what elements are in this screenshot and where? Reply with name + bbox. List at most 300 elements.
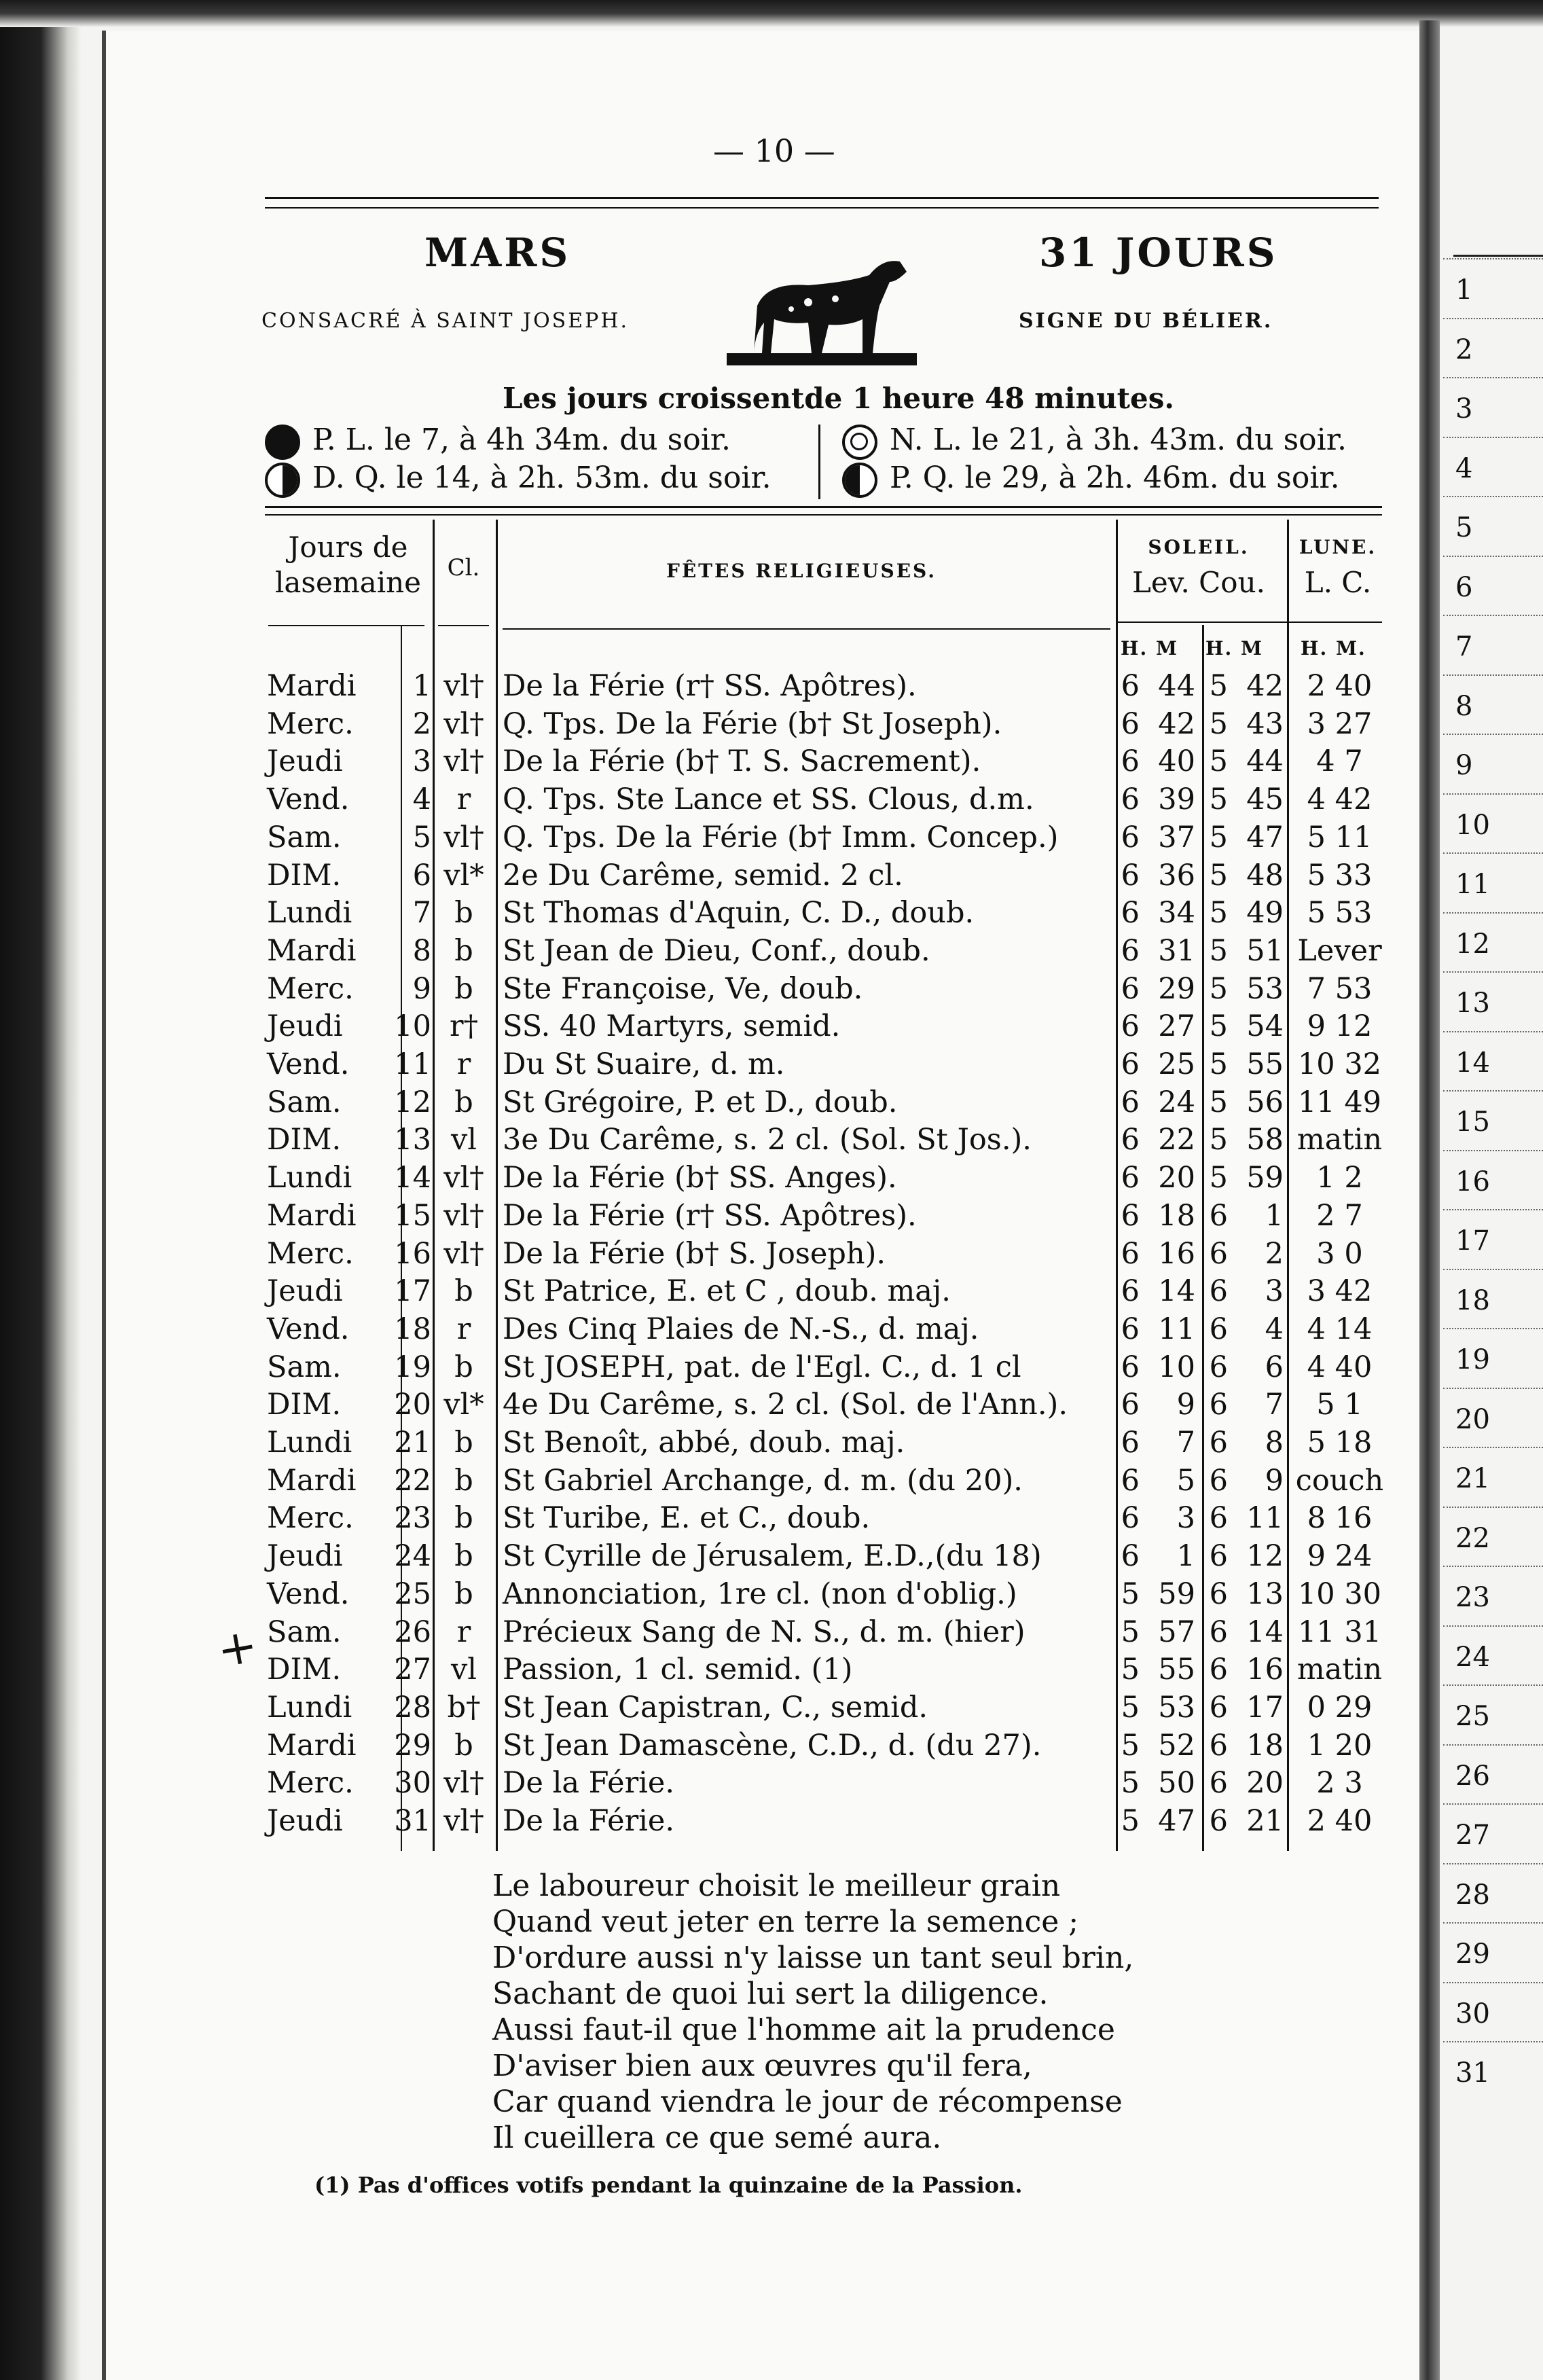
sunrise-minute-cell: 11	[1158, 1312, 1195, 1346]
feast-cell: Q. Tps. Ste Lance et SS. Clous, d.m.	[503, 782, 1034, 817]
moon-phase-last-quarter	[265, 461, 772, 498]
sunrise-minute-cell: 3	[1176, 1501, 1195, 1536]
class-cell: r	[456, 1615, 471, 1649]
facing-page-number: 31	[1455, 2057, 1490, 2089]
sunset-minute-cell: 7	[1265, 1388, 1284, 1422]
table-row	[0, 707, 1543, 745]
feast-cell: De la Férie.	[503, 1766, 675, 1801]
sunset-hour-cell: 5	[1209, 933, 1228, 968]
sunset-hour-cell: 6	[1209, 1426, 1228, 1460]
sunrise-minute-cell: 20	[1158, 1161, 1195, 1195]
weekday-cell: Lundi	[267, 1690, 352, 1725]
moon-cell: 0 29	[1307, 1690, 1373, 1725]
days-count: 31 JOURS	[1039, 230, 1278, 276]
weekday-cell: Mardi	[267, 1198, 357, 1233]
weekday-cell: Vend.	[267, 1576, 350, 1611]
sunset-minute-cell: 49	[1246, 896, 1284, 931]
facing-page-row	[1443, 556, 1543, 615]
day-number-cell: 2	[412, 706, 431, 741]
feast-cell: De la Férie (r† SS. Apôtres).	[503, 1198, 917, 1233]
feast-cell: St Jean Capistran, C., semid.	[503, 1690, 928, 1725]
day-number-cell: 20	[394, 1388, 431, 1422]
day-number-cell: 4	[412, 782, 431, 817]
moon-cell: 11 49	[1297, 1085, 1382, 1119]
sunrise-hour-cell: 6	[1121, 1009, 1140, 1044]
feast-cell: St Turibe, E. et C., doub.	[503, 1501, 871, 1536]
facing-page-row	[1443, 2041, 1543, 2101]
table-row	[0, 1426, 1543, 1464]
day-number-cell: 11	[394, 1047, 431, 1081]
facing-page-number: 4	[1455, 452, 1473, 484]
day-number-cell: 28	[394, 1690, 431, 1725]
feast-cell: SS. 40 Martyrs, semid.	[503, 1009, 841, 1044]
class-cell: b	[454, 1274, 473, 1309]
header-fetes-underline	[503, 628, 1110, 630]
class-cell: b	[454, 1085, 473, 1119]
zodiac-sign: SIGNE DU BÉLIER.	[1019, 309, 1273, 333]
poem	[492, 1868, 1133, 2156]
facing-page-number: 20	[1455, 1403, 1490, 1435]
day-number-cell: 27	[394, 1653, 431, 1687]
sunset-hour-cell: 5	[1209, 1161, 1228, 1195]
day-number-cell: 21	[394, 1426, 431, 1460]
facing-page-number: 16	[1455, 1166, 1490, 1197]
full-moon-icon	[265, 425, 300, 460]
facing-page-number: 23	[1455, 1582, 1490, 1613]
moon-cell: 2 7	[1316, 1198, 1363, 1233]
sunset-minute-cell: 58	[1246, 1123, 1284, 1157]
weekday-cell: Jeudi	[267, 1539, 343, 1574]
sunrise-minute-cell: 53	[1158, 1690, 1195, 1725]
weekday-cell: Vend.	[267, 782, 350, 817]
moon-cell: 11 31	[1297, 1615, 1382, 1649]
table-row	[0, 1123, 1543, 1161]
feast-cell: Ste Françoise, Ve, doub.	[503, 971, 863, 1006]
table-row	[0, 1691, 1543, 1729]
table-row	[0, 1009, 1543, 1047]
sunrise-minute-cell: 37	[1158, 820, 1195, 854]
class-cell: b	[454, 933, 473, 968]
sunrise-hour-cell: 5	[1121, 1766, 1140, 1801]
sunrise-minute-cell: 16	[1158, 1236, 1195, 1271]
day-number-cell: 6	[412, 858, 431, 892]
sunrise-minute-cell: 5	[1176, 1463, 1195, 1498]
weekday-cell: Merc.	[267, 706, 354, 741]
sunset-minute-cell: 48	[1246, 858, 1284, 892]
moon-phase-text: P. L. le 7, à 4h 34m. du soir.	[312, 422, 731, 457]
feast-cell: De la Férie (b† T. S. Sacrement).	[503, 744, 981, 779]
page-number: — 10 —	[713, 132, 835, 169]
table-row	[0, 1539, 1543, 1577]
header-days-line1: Jours de	[288, 530, 408, 564]
header-soleil-sub: Lev. Cou.	[1131, 566, 1265, 599]
weekday-cell: Merc.	[267, 1766, 354, 1801]
facing-page-row	[1443, 377, 1543, 437]
moon-cell: 3 42	[1307, 1274, 1373, 1309]
class-cell: b	[454, 1350, 473, 1384]
sunset-hour-cell: 5	[1209, 1123, 1228, 1157]
header-lune-sub: L. C.	[1304, 566, 1372, 599]
class-cell: b	[454, 1463, 473, 1498]
feast-cell: Passion, 1 cl. semid. (1)	[503, 1653, 853, 1687]
table-row	[0, 1766, 1543, 1804]
header-fetes: FÊTES RELIGIEUSES.	[666, 560, 937, 582]
moon-cell: 10 32	[1297, 1047, 1382, 1081]
moon-cell: 7 53	[1307, 971, 1373, 1006]
sunset-hour-cell: 6	[1209, 1274, 1228, 1309]
sunrise-minute-cell: 31	[1158, 933, 1195, 968]
facing-page-number: 15	[1455, 1106, 1490, 1138]
sunrise-hour-cell: 6	[1121, 1123, 1140, 1157]
sunrise-hour-cell: 6	[1121, 706, 1140, 741]
sunrise-hour-cell: 6	[1121, 782, 1140, 817]
sunrise-hour-cell: 6	[1121, 669, 1140, 703]
sunset-hour-cell: 6	[1209, 1615, 1228, 1649]
moon-phase-text: P. Q. le 29, à 2h. 46m. du soir.	[890, 461, 1340, 495]
facing-page-number: 7	[1455, 631, 1473, 662]
class-cell: b†	[447, 1690, 481, 1725]
sunrise-minute-cell: 44	[1158, 669, 1195, 703]
moon-cell: 2 40	[1307, 669, 1373, 703]
sunset-hour-cell: 6	[1209, 1198, 1228, 1233]
sunrise-minute-cell: 27	[1158, 1009, 1195, 1044]
ram-icon	[727, 245, 930, 370]
sunset-minute-cell: 6	[1265, 1350, 1284, 1384]
sunrise-hour-cell: 6	[1121, 971, 1140, 1006]
new-moon-icon	[842, 425, 877, 460]
top-rule-2	[265, 207, 1379, 209]
feast-cell: St Cyrille de Jérusalem, E.D.,(du 18)	[503, 1539, 1042, 1574]
header-days-line2: lasemaine	[274, 566, 422, 599]
weekday-cell: Sam.	[267, 1085, 342, 1119]
sunrise-minute-cell: 57	[1158, 1615, 1195, 1649]
sunrise-minute-cell: 9	[1176, 1388, 1195, 1422]
moon-cell: 9 12	[1307, 1009, 1373, 1044]
facing-page-number: 27	[1455, 1820, 1490, 1851]
class-cell: vl†	[443, 669, 484, 703]
weekday-cell: Sam.	[267, 1615, 342, 1649]
dedication: CONSACRÉ À SAINT JOSEPH.	[261, 309, 630, 333]
facing-page-number: 10	[1455, 809, 1490, 841]
weekday-cell: Sam.	[267, 1350, 342, 1384]
sunset-hour-cell: 5	[1209, 782, 1228, 817]
sunrise-hour-cell: 5	[1121, 1615, 1140, 1649]
class-cell: vl†	[443, 744, 484, 779]
sunrise-minute-cell: 24	[1158, 1085, 1195, 1119]
weekday-cell: DIM.	[267, 1388, 342, 1422]
feast-cell: Du St Suaire, d. m.	[503, 1047, 785, 1081]
sunrise-hour-cell: 6	[1121, 1236, 1140, 1271]
table-row	[0, 1199, 1543, 1237]
facing-page-number: 5	[1455, 512, 1473, 543]
day-number-cell: 25	[394, 1576, 431, 1611]
sunset-minute-cell: 1	[1265, 1198, 1284, 1233]
moon-cell: 2 3	[1316, 1766, 1363, 1801]
sunset-hour-cell: 5	[1209, 706, 1228, 741]
sunrise-hour-cell: 6	[1121, 1539, 1140, 1574]
moon-phase-new	[842, 422, 1347, 460]
weekday-cell: Lundi	[267, 1161, 352, 1195]
sunset-hour-cell: 6	[1209, 1766, 1228, 1801]
day-number-cell: 13	[394, 1123, 431, 1157]
table-row	[0, 1274, 1543, 1312]
sunset-hour-cell: 5	[1209, 1047, 1228, 1081]
sunset-minute-cell: 55	[1246, 1047, 1284, 1081]
facing-page-row	[1443, 318, 1543, 378]
class-cell: vl†	[443, 1804, 484, 1838]
header-hm-lune: H. M.	[1301, 637, 1366, 660]
sunset-hour-cell: 6	[1209, 1576, 1228, 1611]
sunset-minute-cell: 2	[1265, 1236, 1284, 1271]
moon-cell: matin	[1296, 1653, 1383, 1687]
sunset-hour-cell: 6	[1209, 1539, 1228, 1574]
top-rule	[265, 197, 1379, 199]
facing-page-number: 6	[1455, 571, 1473, 603]
sunset-minute-cell: 8	[1265, 1426, 1284, 1460]
weekday-cell: Sam.	[267, 820, 342, 854]
facing-page-number: 22	[1455, 1522, 1490, 1554]
facing-page-row	[1443, 1922, 1543, 1982]
sunset-minute-cell: 59	[1246, 1161, 1284, 1195]
moon-phase-text: D. Q. le 14, à 2h. 53m. du soir.	[312, 461, 772, 495]
table-row	[0, 1237, 1543, 1275]
footnote: (1) Pas d'offices votifs pendant la quinzaine de la Passion.	[314, 2172, 1023, 2198]
day-number-cell: 12	[394, 1085, 431, 1119]
feast-cell: De la Férie.	[503, 1804, 675, 1838]
class-cell: b	[454, 1576, 473, 1611]
sunrise-hour-cell: 5	[1121, 1728, 1140, 1763]
facing-page-number: 30	[1455, 1998, 1490, 2030]
poem-line: D'ordure aussi n'y laisse un tant seul brin,	[492, 1941, 1134, 1975]
sunrise-hour-cell: 6	[1121, 1198, 1140, 1233]
sunset-hour-cell: 6	[1209, 1350, 1228, 1384]
sunrise-hour-cell: 5	[1121, 1804, 1140, 1838]
weekday-cell: Vend.	[267, 1047, 350, 1081]
feast-cell: De la Férie (b† S. Joseph).	[503, 1236, 886, 1271]
class-cell: b	[454, 1728, 473, 1763]
feast-cell: St Thomas d'Aquin, C. D., doub.	[503, 896, 975, 931]
weekday-cell: Mardi	[267, 1728, 357, 1763]
day-number-cell: 30	[394, 1766, 431, 1801]
sunrise-minute-cell: 52	[1158, 1728, 1195, 1763]
table-row	[0, 1729, 1543, 1767]
moon-cell: Lever	[1297, 933, 1382, 968]
sunset-minute-cell: 45	[1246, 782, 1284, 817]
table-row	[0, 1388, 1543, 1426]
sunrise-hour-cell: 6	[1121, 1388, 1140, 1422]
moon-cell: 10 30	[1297, 1576, 1382, 1611]
sunrise-hour-cell: 6	[1121, 896, 1140, 931]
sunset-minute-cell: 42	[1246, 669, 1284, 703]
weekday-cell: DIM.	[267, 1123, 342, 1157]
sunrise-hour-cell: 5	[1121, 1576, 1140, 1611]
day-number-cell: 17	[394, 1274, 431, 1309]
sunset-hour-cell: 6	[1209, 1653, 1228, 1687]
sunrise-hour-cell: 5	[1121, 1653, 1140, 1687]
header-soleil	[1117, 530, 1280, 600]
sunset-minute-cell: 13	[1246, 1576, 1284, 1611]
moon-cell: couch	[1295, 1463, 1384, 1498]
month-title: MARS	[424, 230, 571, 276]
first-quarter-icon	[842, 463, 877, 498]
facing-page-number: 18	[1455, 1284, 1490, 1316]
sunrise-minute-cell: 40	[1158, 744, 1195, 779]
class-cell: r	[456, 1312, 471, 1346]
facing-page-number: 2	[1455, 333, 1473, 365]
sunrise-hour-cell: 6	[1121, 1274, 1140, 1309]
sunrise-minute-cell: 25	[1158, 1047, 1195, 1081]
sunset-hour-cell: 5	[1209, 1085, 1228, 1119]
sunset-hour-cell: 6	[1209, 1312, 1228, 1346]
table-row	[0, 859, 1543, 897]
class-cell: b	[454, 971, 473, 1006]
class-cell: b	[454, 1501, 473, 1536]
feast-cell: Précieux Sang de N. S., d. m. (hier)	[503, 1615, 1025, 1649]
class-cell: vl*	[443, 1388, 484, 1422]
sunset-hour-cell: 5	[1209, 971, 1228, 1006]
sunrise-minute-cell: 34	[1158, 896, 1195, 931]
facing-page-number: 14	[1455, 1047, 1490, 1079]
sunset-hour-cell: 5	[1209, 744, 1228, 779]
facing-page-row	[1443, 258, 1543, 318]
weekday-cell: Jeudi	[267, 1009, 343, 1044]
class-cell: vl†	[443, 1161, 484, 1195]
weekday-cell: Jeudi	[267, 1804, 343, 1838]
feast-cell: St Jean Damascène, C.D., d. (du 27).	[503, 1728, 1042, 1763]
poem-line: Quand veut jeter en terre la semence ;	[492, 1905, 1079, 1939]
table-row	[0, 1577, 1543, 1615]
weekday-cell: Mardi	[267, 669, 357, 703]
feast-cell: 4e Du Carême, s. 2 cl. (Sol. de l'Ann.).	[503, 1388, 1068, 1422]
poem-line: D'aviser bien aux œuvres qu'il fera,	[492, 2049, 1032, 2083]
sunset-minute-cell: 43	[1246, 706, 1284, 741]
weekday-cell: Merc.	[267, 1501, 354, 1536]
facing-page-number: 24	[1455, 1641, 1490, 1673]
moon-divider	[818, 425, 820, 499]
facing-page-number: 19	[1455, 1344, 1490, 1375]
table-row	[0, 1804, 1543, 1842]
sunrise-minute-cell: 42	[1158, 706, 1195, 741]
moon-cell: 1 2	[1316, 1161, 1363, 1195]
moon-cell: 5 11	[1307, 820, 1373, 854]
poem-line: Il cueillera ce que semé aura.	[492, 2121, 942, 2155]
sunset-minute-cell: 21	[1246, 1804, 1284, 1838]
facing-page-number: 8	[1455, 690, 1473, 722]
sunset-hour-cell: 6	[1209, 1236, 1228, 1271]
table-row	[0, 821, 1543, 859]
facing-page-row	[1443, 437, 1543, 497]
weekday-cell: Jeudi	[267, 1274, 343, 1309]
header-rule	[265, 506, 1382, 508]
weekday-cell: Lundi	[267, 896, 352, 931]
day-number-cell: 26	[394, 1615, 431, 1649]
feast-cell: Des Cinq Plaies de N.-S., d. maj.	[503, 1312, 979, 1346]
feast-cell: De la Férie (b† SS. Anges).	[503, 1161, 897, 1195]
class-cell: vl*	[443, 858, 484, 892]
moon-cell: matin	[1296, 1123, 1383, 1157]
sunrise-hour-cell: 5	[1121, 1690, 1140, 1725]
sunrise-minute-cell: 55	[1158, 1653, 1195, 1687]
weekday-cell: Mardi	[267, 1463, 357, 1498]
sunrise-hour-cell: 6	[1121, 933, 1140, 968]
sunrise-minute-cell: 22	[1158, 1123, 1195, 1157]
sunset-minute-cell: 3	[1265, 1274, 1284, 1309]
weekday-cell: Lundi	[267, 1426, 352, 1460]
sunset-minute-cell: 20	[1246, 1766, 1284, 1801]
sunrise-minute-cell: 7	[1176, 1426, 1195, 1460]
sunrise-hour-cell: 6	[1121, 1350, 1140, 1384]
facing-page-number: 9	[1455, 750, 1473, 781]
sunrise-minute-cell: 59	[1158, 1576, 1195, 1611]
header-hm-lev: H. M	[1121, 637, 1178, 660]
header-lune	[1290, 530, 1385, 600]
day-number-cell: 29	[394, 1728, 431, 1763]
table-row	[0, 972, 1543, 1010]
day-number-cell: 14	[394, 1161, 431, 1195]
weekday-cell: DIM.	[267, 858, 342, 892]
sunrise-minute-cell: 29	[1158, 971, 1195, 1006]
moon-cell: 1 20	[1307, 1728, 1373, 1763]
sunset-minute-cell: 56	[1246, 1085, 1284, 1119]
poem-line: Aussi faut-il que l'homme ait la prudence	[492, 2013, 1115, 2047]
facing-page-row	[1443, 1982, 1543, 2042]
facing-page-row	[1443, 615, 1543, 674]
sunset-minute-cell: 16	[1246, 1653, 1284, 1687]
feast-cell: St Gabriel Archange, d. m. (du 20).	[503, 1463, 1023, 1498]
poem-line: Car quand viendra le jour de récompense	[492, 2085, 1123, 2119]
facing-page-number: 26	[1455, 1760, 1490, 1792]
day-number-cell: 23	[394, 1501, 431, 1536]
sunset-hour-cell: 5	[1209, 858, 1228, 892]
sunset-minute-cell: 53	[1246, 971, 1284, 1006]
day-number-cell: 3	[412, 744, 431, 779]
sunset-minute-cell: 12	[1246, 1539, 1284, 1574]
sunset-hour-cell: 6	[1209, 1501, 1228, 1536]
weekday-cell: Mardi	[267, 933, 357, 968]
facing-page-number: 17	[1455, 1225, 1490, 1257]
poem-line: Sachant de quoi lui sert la diligence.	[492, 1977, 1049, 2011]
facing-page-number: 11	[1455, 869, 1490, 900]
facing-page-number: 1	[1455, 274, 1473, 306]
sunrise-hour-cell: 6	[1121, 1426, 1140, 1460]
sunset-hour-cell: 6	[1209, 1388, 1228, 1422]
sunset-minute-cell: 9	[1265, 1463, 1284, 1498]
facing-page-number: 21	[1455, 1463, 1490, 1494]
moon-cell: 3 27	[1307, 706, 1373, 741]
header-days	[268, 530, 428, 600]
moon-cell: 5 18	[1307, 1426, 1373, 1460]
sunset-hour-cell: 5	[1209, 669, 1228, 703]
moon-cell: 5 33	[1307, 858, 1373, 892]
sunset-hour-cell: 5	[1209, 820, 1228, 854]
day-number-cell: 24	[394, 1539, 431, 1574]
sunset-hour-cell: 5	[1209, 896, 1228, 931]
sunrise-minute-cell: 39	[1158, 782, 1195, 817]
feast-cell: 3e Du Carême, s. 2 cl. (Sol. St Jos.).	[503, 1123, 1032, 1157]
feast-cell: St JOSEPH, pat. de l'Egl. C., d. 1 cl	[503, 1350, 1021, 1384]
sunrise-minute-cell: 36	[1158, 858, 1195, 892]
table-row	[0, 1161, 1543, 1199]
sunset-hour-cell: 6	[1209, 1463, 1228, 1498]
feast-cell: Q. Tps. De la Férie (b† Imm. Concep.)	[503, 820, 1059, 854]
sunset-minute-cell: 17	[1246, 1690, 1284, 1725]
facing-page-number: 12	[1455, 928, 1490, 960]
facing-page-row	[1443, 1863, 1543, 1923]
day-length-note: Les jours croissentde 1 heure 48 minutes.	[503, 382, 1175, 415]
class-cell: vl	[450, 1653, 477, 1687]
class-cell: vl†	[443, 820, 484, 854]
facing-page-number: 29	[1455, 1939, 1490, 1970]
